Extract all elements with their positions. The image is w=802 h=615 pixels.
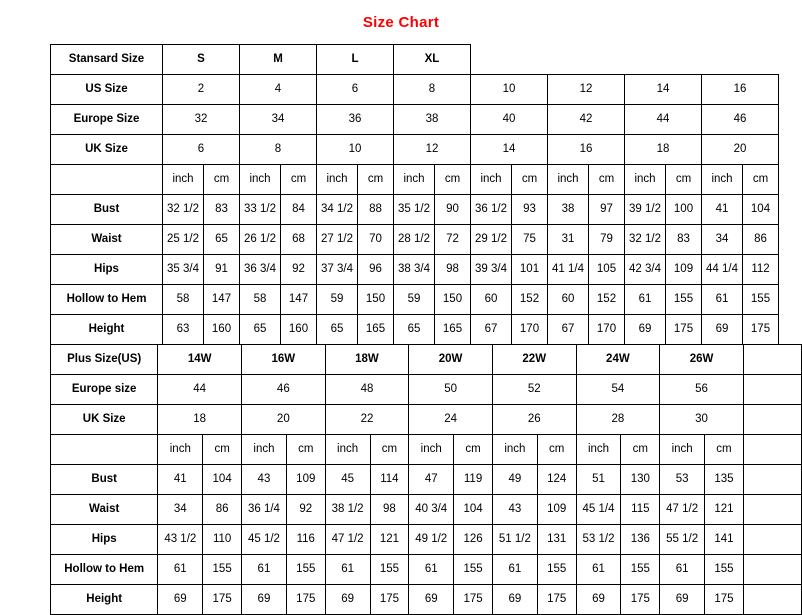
plus-size-table [50,344,802,615]
value-cell: 141 [705,525,744,555]
standard-size-table-wrapper [50,44,779,345]
value-cell: 32 [163,105,240,135]
value-cell: 170 [589,315,625,345]
value-cell: 126 [454,525,493,555]
row-label: Hips [51,255,163,285]
value-cell: 22 [325,405,409,435]
value-cell: 45 1/2 [242,525,287,555]
value-cell: 110 [203,525,242,555]
value-cell: 54 [576,375,660,405]
value-cell: 38 3/4 [394,255,435,285]
unit-cell: inch [325,435,370,465]
value-cell: 175 [370,585,409,615]
value-cell: 69 [660,585,705,615]
value-cell: 20 [702,135,779,165]
value-cell: 18 [158,405,242,435]
blank-cell [743,345,801,375]
value-cell: 115 [621,495,660,525]
label-column-header: Stansard Size [51,45,163,75]
value-cell: 112 [743,255,779,285]
value-cell: 26 [492,405,576,435]
group-header-cell: L [317,45,394,75]
value-cell: 58 [163,285,204,315]
value-cell: 14 [625,75,702,105]
unit-cell: inch [317,165,358,195]
value-cell: 61 [660,555,705,585]
value-cell: 105 [589,255,625,285]
value-cell: 28 [576,405,660,435]
value-cell: 34 [158,495,203,525]
unit-cell: inch [492,435,537,465]
table-row [51,255,779,285]
blank-cell [743,585,801,615]
unit-cell: cm [204,165,240,195]
unit-cell: cm [281,165,317,195]
value-cell: 2 [163,75,240,105]
value-cell: 60 [471,285,512,315]
row-label: Europe size [51,375,158,405]
table-row [51,195,779,225]
blank-cell [743,555,801,585]
row-label [51,435,158,465]
table-row [51,585,802,615]
value-cell: 69 [702,315,743,345]
blank-cell [743,495,801,525]
row-label: Hollow to Hem [51,285,163,315]
blank-cell [743,435,801,465]
label-column-header: Plus Size(US) [51,345,158,375]
value-cell: 155 [743,285,779,315]
value-cell: 75 [512,225,548,255]
value-cell: 49 [492,465,537,495]
value-cell: 155 [454,555,493,585]
value-cell: 38 [394,105,471,135]
group-header-cell: S [163,45,240,75]
value-cell: 25 1/2 [163,225,204,255]
value-cell: 109 [286,465,325,495]
table-row [51,525,802,555]
value-cell: 160 [281,315,317,345]
row-label: Europe Size [51,105,163,135]
value-cell: 155 [705,555,744,585]
group-header-cell: 26W [660,345,744,375]
value-cell: 114 [370,465,409,495]
unit-cell: inch [702,165,743,195]
value-cell: 109 [537,495,576,525]
value-cell: 96 [358,255,394,285]
unit-cell: inch [660,435,705,465]
value-cell: 175 [743,315,779,345]
value-cell: 29 1/2 [471,225,512,255]
blank-cell [743,375,801,405]
value-cell: 91 [204,255,240,285]
table-row [51,435,802,465]
value-cell: 69 [576,585,621,615]
value-cell: 26 1/2 [240,225,281,255]
unit-cell: cm [743,165,779,195]
value-cell: 34 [702,225,743,255]
value-cell: 40 [471,105,548,135]
value-cell: 30 [660,405,744,435]
value-cell: 12 [548,75,625,105]
value-cell: 67 [548,315,589,345]
row-label: Height [51,585,158,615]
unit-cell: inch [548,165,589,195]
unit-cell: inch [409,435,454,465]
value-cell: 42 3/4 [625,255,666,285]
value-cell: 41 [702,195,743,225]
value-cell: 32 1/2 [625,225,666,255]
value-cell: 51 1/2 [492,525,537,555]
unit-cell: inch [394,165,435,195]
value-cell: 37 3/4 [317,255,358,285]
value-cell: 36 1/2 [471,195,512,225]
value-cell: 104 [454,495,493,525]
table-row [51,315,779,345]
value-cell: 165 [435,315,471,345]
value-cell: 131 [537,525,576,555]
unit-cell: cm [512,165,548,195]
table-row [51,75,779,105]
value-cell: 130 [621,465,660,495]
group-header-cell: XL [394,45,471,75]
group-header-cell: 22W [492,345,576,375]
value-cell: 32 1/2 [163,195,204,225]
value-cell: 45 [325,465,370,495]
value-cell: 109 [666,255,702,285]
value-cell: 38 [548,195,589,225]
value-cell: 155 [286,555,325,585]
value-cell: 31 [548,225,589,255]
value-cell: 155 [203,555,242,585]
table-row [51,285,779,315]
unit-cell: cm [537,435,576,465]
value-cell: 63 [163,315,204,345]
table-row [51,465,802,495]
value-cell: 49 1/2 [409,525,454,555]
value-cell: 42 [548,105,625,135]
unit-cell: inch [471,165,512,195]
unit-cell: cm [705,435,744,465]
value-cell: 4 [240,75,317,105]
value-cell: 10 [317,135,394,165]
value-cell: 61 [625,285,666,315]
unit-cell: cm [435,165,471,195]
value-cell: 116 [286,525,325,555]
unit-cell: inch [625,165,666,195]
value-cell: 92 [281,255,317,285]
value-cell: 35 3/4 [163,255,204,285]
value-cell: 36 3/4 [240,255,281,285]
value-cell: 155 [666,285,702,315]
group-header-cell: 18W [325,345,409,375]
value-cell: 55 1/2 [660,525,705,555]
value-cell: 43 [242,465,287,495]
value-cell: 69 [158,585,203,615]
standard-size-table [50,44,779,345]
value-cell: 65 [394,315,435,345]
value-cell: 14 [471,135,548,165]
value-cell: 69 [625,315,666,345]
group-header-cell: 14W [158,345,242,375]
table-row [51,225,779,255]
value-cell: 6 [163,135,240,165]
value-cell: 98 [370,495,409,525]
value-cell: 6 [317,75,394,105]
value-cell: 27 1/2 [317,225,358,255]
value-cell: 41 1/4 [548,255,589,285]
value-cell: 170 [512,315,548,345]
value-cell: 65 [240,315,281,345]
value-cell: 47 1/2 [325,525,370,555]
row-label: Waist [51,225,163,255]
value-cell: 119 [454,465,493,495]
unit-cell: cm [621,435,660,465]
unit-cell: inch [240,165,281,195]
value-cell: 150 [435,285,471,315]
value-cell: 41 [158,465,203,495]
blank-cell [743,525,801,555]
value-cell: 60 [548,285,589,315]
blank-cell [743,405,801,435]
value-cell: 36 [317,105,394,135]
row-label: Bust [51,195,163,225]
value-cell: 69 [492,585,537,615]
value-cell: 147 [204,285,240,315]
row-label [51,165,163,195]
group-header-cell: 16W [242,345,326,375]
row-label: Waist [51,495,158,525]
value-cell: 92 [286,495,325,525]
value-cell: 48 [325,375,409,405]
value-cell: 175 [537,585,576,615]
value-cell: 43 1/2 [158,525,203,555]
value-cell: 175 [203,585,242,615]
table-row [51,375,802,405]
value-cell: 135 [705,465,744,495]
value-cell: 121 [370,525,409,555]
row-label: US Size [51,75,163,105]
value-cell: 175 [454,585,493,615]
group-header-cell: M [240,45,317,75]
value-cell: 155 [537,555,576,585]
value-cell: 69 [242,585,287,615]
table-row [51,555,802,585]
value-cell: 34 [240,105,317,135]
unit-cell: cm [286,435,325,465]
value-cell: 83 [204,195,240,225]
table-row [51,495,802,525]
value-cell: 39 3/4 [471,255,512,285]
value-cell: 160 [204,315,240,345]
value-cell: 34 1/2 [317,195,358,225]
value-cell: 101 [512,255,548,285]
value-cell: 44 [158,375,242,405]
table-row [51,105,779,135]
plus-size-table-wrapper [50,344,802,615]
value-cell: 51 [576,465,621,495]
value-cell: 12 [394,135,471,165]
value-cell: 97 [589,195,625,225]
row-label: Height [51,315,163,345]
value-cell: 152 [589,285,625,315]
value-cell: 50 [409,375,493,405]
value-cell: 38 1/2 [325,495,370,525]
row-label: Hips [51,525,158,555]
value-cell: 70 [358,225,394,255]
value-cell: 175 [705,585,744,615]
value-cell: 56 [660,375,744,405]
value-cell: 67 [471,315,512,345]
unit-cell: inch [576,435,621,465]
value-cell: 47 [409,465,454,495]
table-row [51,45,779,75]
unit-cell: cm [203,435,242,465]
value-cell: 8 [394,75,471,105]
unit-cell: cm [370,435,409,465]
value-cell: 90 [435,195,471,225]
value-cell: 175 [621,585,660,615]
blank-cell [743,465,801,495]
value-cell: 72 [435,225,471,255]
value-cell: 45 1/4 [576,495,621,525]
value-cell: 43 [492,495,537,525]
value-cell: 61 [409,555,454,585]
value-cell: 65 [204,225,240,255]
page-title: Size Chart [362,14,440,31]
row-label: UK Size [51,405,158,435]
value-cell: 124 [537,465,576,495]
value-cell: 61 [702,285,743,315]
value-cell: 104 [203,465,242,495]
value-cell: 36 1/4 [242,495,287,525]
value-cell: 147 [281,285,317,315]
value-cell: 98 [435,255,471,285]
value-cell: 58 [240,285,281,315]
value-cell: 47 1/2 [660,495,705,525]
row-label: Bust [51,465,158,495]
table-row [51,135,779,165]
value-cell: 121 [705,495,744,525]
value-cell: 39 1/2 [625,195,666,225]
value-cell: 44 1/4 [702,255,743,285]
table-row [51,345,802,375]
value-cell: 59 [394,285,435,315]
unit-cell: inch [242,435,287,465]
value-cell: 88 [358,195,394,225]
value-cell: 150 [358,285,394,315]
value-cell: 46 [702,105,779,135]
unit-cell: cm [666,165,702,195]
value-cell: 69 [325,585,370,615]
value-cell: 86 [203,495,242,525]
row-label: Hollow to Hem [51,555,158,585]
value-cell: 16 [548,135,625,165]
value-cell: 152 [512,285,548,315]
table-row [51,165,779,195]
unit-cell: inch [158,435,203,465]
value-cell: 61 [242,555,287,585]
unit-cell: inch [163,165,204,195]
value-cell: 104 [743,195,779,225]
value-cell: 10 [471,75,548,105]
value-cell: 83 [666,225,702,255]
value-cell: 68 [281,225,317,255]
value-cell: 155 [621,555,660,585]
value-cell: 84 [281,195,317,225]
unit-cell: cm [358,165,394,195]
value-cell: 8 [240,135,317,165]
value-cell: 24 [409,405,493,435]
value-cell: 65 [317,315,358,345]
value-cell: 61 [158,555,203,585]
value-cell: 61 [492,555,537,585]
value-cell: 20 [242,405,326,435]
value-cell: 61 [576,555,621,585]
value-cell: 53 [660,465,705,495]
value-cell: 53 1/2 [576,525,621,555]
value-cell: 165 [358,315,394,345]
value-cell: 175 [286,585,325,615]
value-cell: 136 [621,525,660,555]
value-cell: 16 [702,75,779,105]
unit-cell: cm [454,435,493,465]
value-cell: 175 [666,315,702,345]
value-cell: 93 [512,195,548,225]
value-cell: 35 1/2 [394,195,435,225]
value-cell: 59 [317,285,358,315]
unit-cell: cm [589,165,625,195]
group-header-cell: 24W [576,345,660,375]
value-cell: 44 [625,105,702,135]
value-cell: 33 1/2 [240,195,281,225]
value-cell: 79 [589,225,625,255]
value-cell: 40 3/4 [409,495,454,525]
value-cell: 28 1/2 [394,225,435,255]
value-cell: 18 [625,135,702,165]
value-cell: 86 [743,225,779,255]
value-cell: 46 [242,375,326,405]
value-cell: 100 [666,195,702,225]
value-cell: 52 [492,375,576,405]
group-header-cell: 20W [409,345,493,375]
table-row [51,405,802,435]
value-cell: 69 [409,585,454,615]
row-label: UK Size [51,135,163,165]
value-cell: 155 [370,555,409,585]
value-cell: 61 [325,555,370,585]
